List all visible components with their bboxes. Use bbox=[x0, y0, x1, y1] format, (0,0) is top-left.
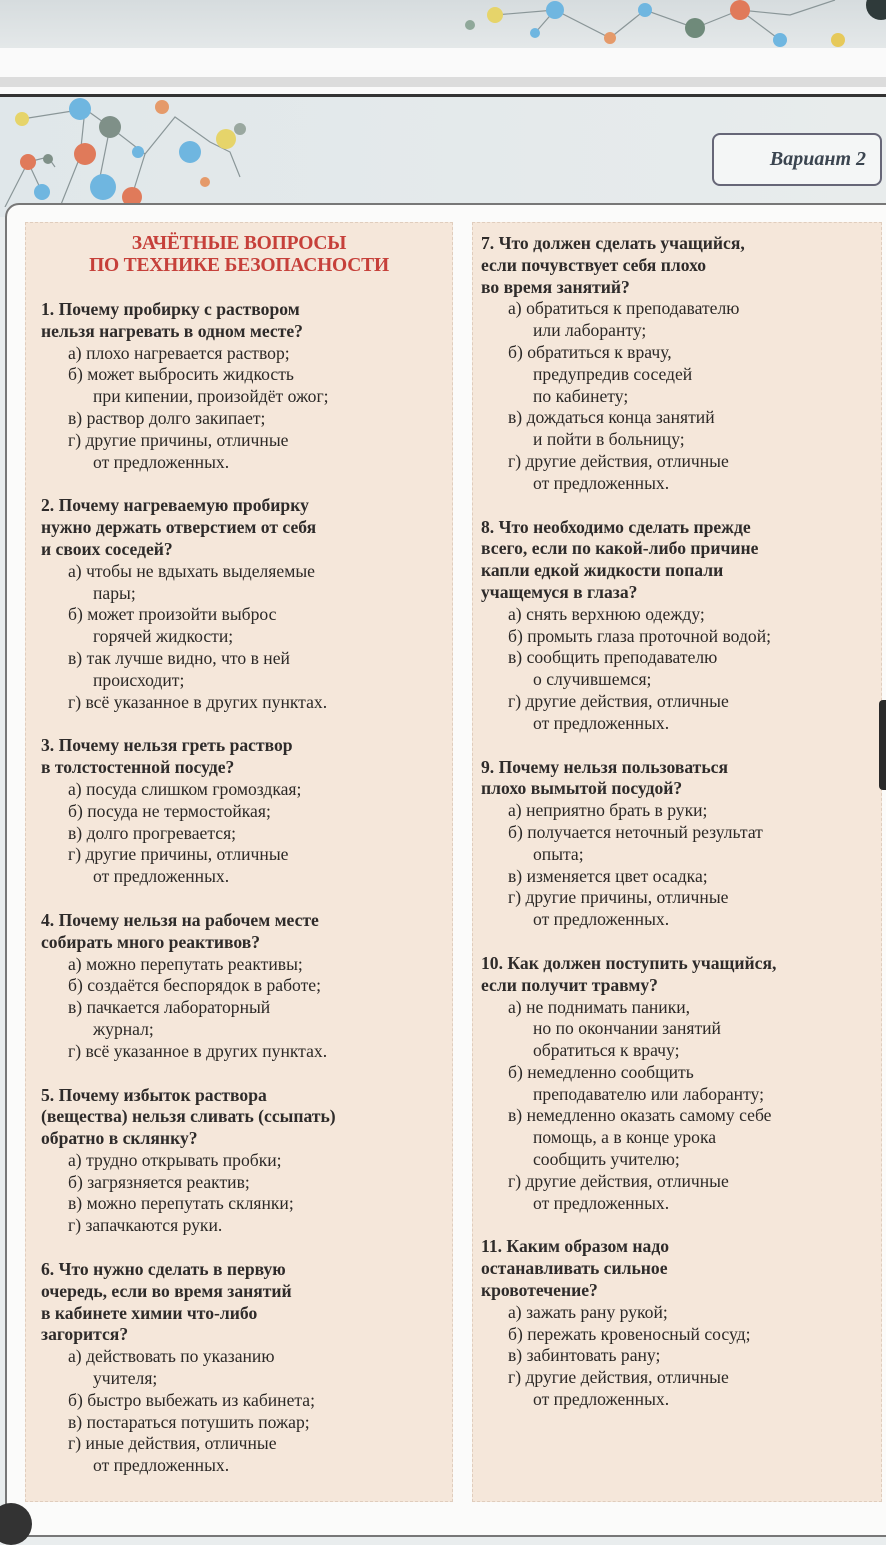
answer-option: а) трудно открывать пробки; bbox=[68, 1149, 282, 1170]
question bbox=[41, 1085, 452, 1238]
question bbox=[481, 953, 881, 1215]
answer-option: в) немедленно оказать самому себе помощь, а в конце урока сообщить учителю; bbox=[508, 1105, 772, 1170]
answer-option: а) зажать рану рукой; bbox=[508, 1301, 668, 1322]
answer-option: г) другие действия, отличные от предложенных. bbox=[508, 1170, 729, 1213]
answer-option: б) может произойти выброс горячей жидкости; bbox=[68, 604, 277, 647]
answer-option: а) можно перепутать реактивы; bbox=[68, 953, 303, 974]
page-gap bbox=[0, 48, 886, 95]
answer-option: б) быстро выбежать из кабинета; bbox=[68, 1389, 316, 1410]
answer-option: г) всё указанное в других пунктах. bbox=[68, 1040, 328, 1061]
page-edge-tab bbox=[879, 700, 886, 790]
answer-option: б) обратиться к врачу, предупредив соседей по кабинету; bbox=[508, 341, 693, 406]
question bbox=[41, 910, 452, 1063]
question bbox=[41, 495, 452, 713]
question bbox=[41, 1259, 452, 1477]
question-text: 7. Что должен сделать учащийся, если почувствует себя плохо во время занятий? bbox=[481, 233, 745, 297]
answer-option: в) изменяется цвет осадка; bbox=[508, 865, 708, 886]
answer-option: в) сообщить преподавателю о случившемся; bbox=[508, 647, 718, 690]
answer-option: г) другие действия, отличные от предложенных. bbox=[508, 690, 729, 733]
answer-option: а) чтобы не вдыхать выделяемые пары; bbox=[68, 560, 315, 603]
answer-option: г) другие действия, отличные от предложенных. bbox=[508, 450, 729, 493]
section-title: ЗАЧЁТНЫЕ ВОПРОСЫ ПО ТЕХНИКЕ БЕЗОПАСНОСТИ bbox=[89, 233, 389, 276]
molecule-decoration-header bbox=[0, 97, 440, 207]
answer-option: б) создаётся беспорядок в работе; bbox=[68, 975, 322, 996]
answer-option: в) раствор долго закипает; bbox=[68, 407, 266, 428]
question bbox=[41, 735, 452, 888]
answer-option: а) неприятно брать в руки; bbox=[508, 800, 708, 821]
answer-option: в) долго прогревается; bbox=[68, 822, 237, 843]
answer-option: а) посуда слишком громоздкая; bbox=[68, 778, 302, 799]
answer-option: г) запачкаются руки. bbox=[68, 1215, 223, 1236]
question-text: 5. Почему избыток раствора (вещества) нельзя сливать (ссыпать) обратно в склянку? bbox=[41, 1084, 336, 1149]
answer-option: г) другие действия, отличные от предложенных. bbox=[508, 1367, 729, 1410]
question-text: 3. Почему нельзя греть раствор в толстостенной посуде? bbox=[41, 735, 293, 778]
answer-option: г) другие причины, отличные от предложенных. bbox=[68, 429, 289, 472]
answer-option: г) всё указанное в других пунктах. bbox=[68, 691, 328, 712]
answer-option: в) забинтовать рану; bbox=[508, 1345, 661, 1366]
answer-option: в) дождаться конца занятий и пойти в больницу; bbox=[508, 407, 715, 450]
question bbox=[481, 1236, 881, 1410]
answer-option: б) посуда не термостойкая; bbox=[68, 800, 271, 821]
answer-option: а) снять верхнюю одежду; bbox=[508, 603, 705, 624]
answer-option: б) немедленно сообщить преподавателю или лаборанту; bbox=[508, 1061, 765, 1104]
answer-option: б) получается неточный результат опыта; bbox=[508, 821, 763, 864]
question-text: 1. Почему пробирку с раствором нельзя нагревать в одном месте? bbox=[41, 299, 303, 341]
answer-option: г) иные действия, отличные от предложенных. bbox=[68, 1433, 277, 1476]
answer-option: а) действовать по указанию учителя; bbox=[68, 1346, 275, 1389]
question-text: 4. Почему нельзя на рабочем месте собирать много реактивов? bbox=[41, 909, 319, 952]
question-text: 9. Почему нельзя пользоваться плохо вымытой посудой? bbox=[481, 756, 728, 799]
answer-option: б) загрязняется реактив; bbox=[68, 1171, 250, 1192]
answer-option: в) так лучше видно, что в ней происходит; bbox=[68, 647, 290, 690]
answer-option: а) плохо нагревается раствор; bbox=[68, 342, 290, 363]
answer-option: а) не поднимать паники, но по окончании занятий обратиться к врачу; bbox=[508, 996, 721, 1061]
left-column bbox=[25, 222, 453, 1502]
question-text: 8. Что необходимо сделать прежде всего, если по какой-либо причине капли едкой жидкости попали учащемуся в глаза? bbox=[481, 516, 759, 602]
answer-option: б) промыть глаза проточной водой; bbox=[508, 625, 771, 646]
question-text: 10. Как должен поступить учащийся, если получит травму? bbox=[481, 952, 777, 995]
variant-label: Вариант 2 bbox=[712, 133, 882, 186]
page-edge bbox=[0, 77, 886, 87]
question bbox=[481, 233, 881, 495]
answer-option: в) пачкается лабораторный журнал; bbox=[68, 997, 271, 1039]
question-text: 11. Каким образом надо останавливать сильное кровотечение? bbox=[481, 1236, 670, 1301]
question-text: 2. Почему нагреваемую пробирку нужно держать отверстием от себя и своих соседей? bbox=[41, 495, 317, 559]
answer-option: г) другие причины, отличные от предложенных. bbox=[508, 887, 729, 930]
answer-option: б) пережать кровеносный сосуд; bbox=[508, 1323, 751, 1344]
answer-option: в) постараться потушить пожар; bbox=[68, 1411, 310, 1432]
molecule-decoration-top bbox=[440, 0, 886, 48]
question bbox=[41, 299, 452, 473]
answer-option: в) можно перепутать склянки; bbox=[68, 1193, 294, 1214]
question-text: 6. Что нужно сделать в первую очередь, если во время занятий в кабинете химии что-либо загорится? bbox=[41, 1259, 292, 1345]
answer-option: а) обратиться к преподавателю или лаборанту; bbox=[508, 298, 740, 341]
question bbox=[481, 517, 881, 735]
answer-option: б) может выбросить жидкость при кипении, произойдёт ожог; bbox=[68, 364, 329, 407]
question bbox=[481, 757, 881, 931]
answer-option: г) другие причины, отличные от предложенных. bbox=[68, 844, 289, 887]
right-column bbox=[472, 222, 882, 1502]
